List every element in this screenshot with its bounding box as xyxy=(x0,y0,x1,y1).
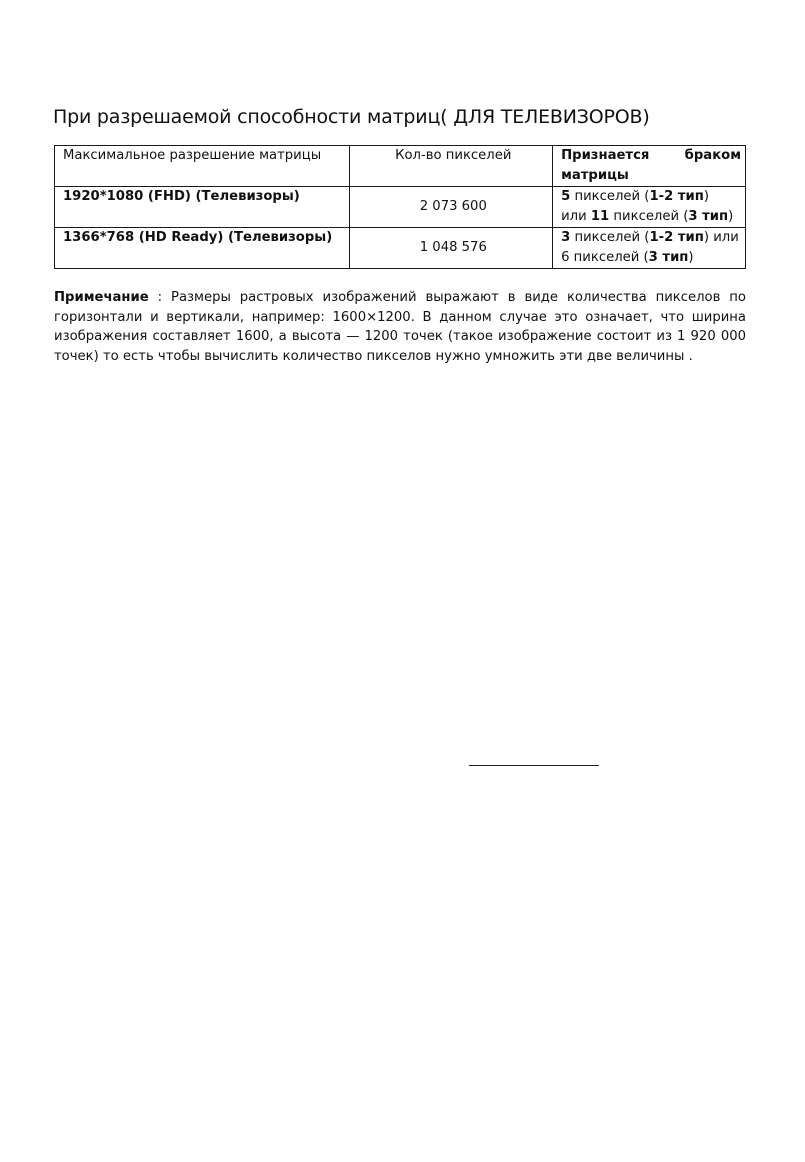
header-defect-line1 xyxy=(561,146,741,166)
page-title: При разрешаемой способности матриц( ДЛЯ ТЕЛЕВИЗОРОВ) xyxy=(53,106,650,128)
row-pixel-count: 1 048 576 xyxy=(350,228,553,269)
defect-prefix: или xyxy=(561,209,591,224)
header-resolution: Максимальное разрешение матрицы xyxy=(55,146,350,187)
defect-text: пикселей ( xyxy=(609,209,689,224)
defect-count: 11 xyxy=(590,209,610,224)
header-defect-word1: Признается xyxy=(561,148,650,163)
note-label: Примечание xyxy=(54,290,149,305)
note-paragraph xyxy=(54,288,746,366)
header-pixel-count: Кол-во пикселей xyxy=(350,146,553,187)
defect-count: 5 xyxy=(561,189,571,204)
row-resolution-text: 1920*1080 (FHD) (Телевизоры) xyxy=(63,189,300,204)
defect-line-2 xyxy=(561,207,741,227)
defect-line-1 xyxy=(561,187,741,207)
row-defect-threshold xyxy=(553,187,746,228)
defect-count: 3 xyxy=(561,230,571,245)
row-resolution xyxy=(55,228,350,269)
defect-close: ) xyxy=(688,250,694,265)
table-row-hd-ready xyxy=(55,228,746,269)
defect-type: 3 тип xyxy=(688,209,729,224)
row-resolution xyxy=(55,187,350,228)
defect-close: ) или xyxy=(703,230,739,245)
footnote-divider xyxy=(469,765,599,766)
defect-type: 3 тип xyxy=(648,250,689,265)
defect-type: 1-2 тип xyxy=(649,230,704,245)
defect-text: пикселей ( xyxy=(570,230,650,245)
header-defect-word2: браком xyxy=(684,148,741,163)
defect-line-1 xyxy=(561,228,741,248)
table-row-fhd xyxy=(55,187,746,228)
row-defect-threshold xyxy=(553,228,746,269)
defect-type: 1-2 тип xyxy=(649,189,704,204)
defect-close: ) xyxy=(728,209,734,224)
table-header-row xyxy=(55,146,746,187)
defect-prefix: 6 пикселей ( xyxy=(561,250,649,265)
defect-text: пикселей ( xyxy=(570,189,650,204)
defect-line-2 xyxy=(561,248,741,268)
row-resolution-text: 1366*768 (HD Ready) (Телевизоры) xyxy=(63,230,333,245)
header-defect-word3: матрицы xyxy=(561,168,629,183)
defect-close: ) xyxy=(703,189,710,204)
row-pixel-count: 2 073 600 xyxy=(350,187,553,228)
note-text: : Размеры растровых изображений выражают в виде количества пикселов по горизонтали и вертикали, например: 1600×1200. В данном случае это означает, что ширина изображения составляет 1600, а высота — 1200 точек (такое изображение состоит из 1 920 000 точек) то есть чтобы вычислить количество пикселов нужно умножить эти две величины . xyxy=(54,290,746,364)
header-defect-threshold xyxy=(553,146,746,187)
pixel-defect-table xyxy=(54,145,746,269)
